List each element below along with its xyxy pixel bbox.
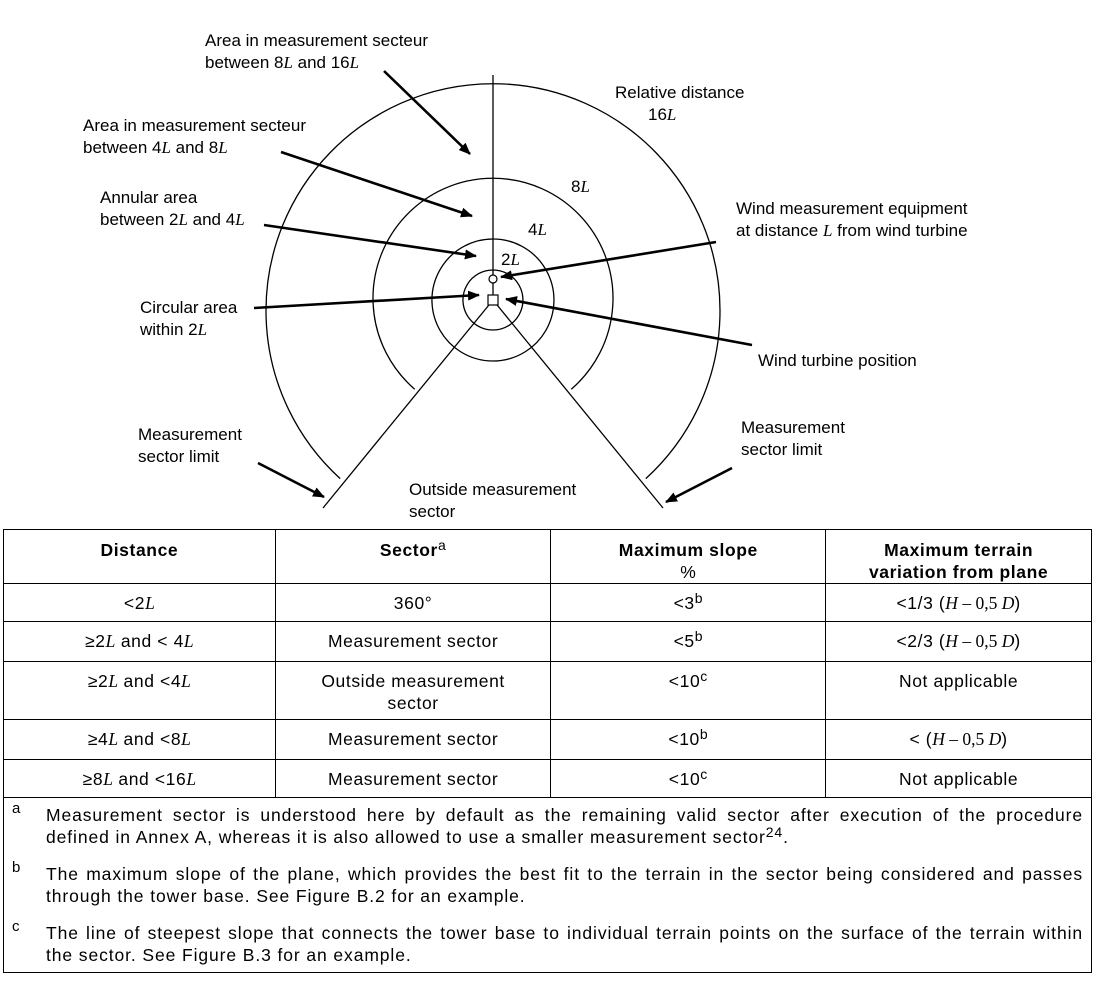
turbine-marker	[488, 295, 498, 305]
cell-sector: Measurement sector	[275, 622, 551, 662]
cell-distance: <2L	[4, 584, 276, 622]
label-ring-8L: 8L	[571, 177, 590, 196]
label-area-8-16-range: between 8L and 16L	[205, 53, 360, 72]
table-row	[4, 584, 1092, 622]
arrow-limit-left	[258, 463, 324, 497]
arrow-circular	[254, 295, 479, 308]
footnote-key: a	[12, 800, 22, 817]
label-area-4-8: Area in measurement secteur	[83, 116, 306, 135]
label-outside-sector-2: sector	[409, 502, 456, 521]
label-16L: 16L	[648, 105, 677, 124]
arrow-limit-right	[666, 468, 732, 502]
cell-slope: $<10^c$	[551, 662, 826, 720]
arrow-annular	[264, 225, 476, 256]
label-wind-equipment: Wind measurement equipment	[736, 199, 968, 218]
cell-distance: ≥2L and < 4L	[4, 622, 276, 662]
arrow-turbine	[506, 299, 752, 345]
cell-terrain: Not applicable	[826, 662, 1092, 720]
cell-slope: $<3^b$	[551, 584, 826, 622]
label-area-8-16: Area in measurement secteur	[205, 31, 428, 50]
cell-terrain: Not applicable	[826, 760, 1092, 798]
label-limit-left-2: sector limit	[138, 447, 220, 466]
arrow-area-8-16	[384, 71, 470, 154]
cell-sector: Measurement sector	[275, 720, 551, 760]
sector-limit-right	[493, 300, 663, 508]
label-circular-range: within 2L	[140, 320, 208, 339]
cell-distance: ≥4L and <8L	[4, 720, 276, 760]
header-sector: Sector$^a$	[275, 530, 551, 584]
cell-distance: ≥8L and <16L	[4, 760, 276, 798]
sector-limit-left	[323, 300, 493, 508]
label-wind-equipment-distance: at distance L from wind turbine	[736, 221, 968, 240]
footnote-c: c The line of steepest slope that connects the tower base to individual terrain points on the surface of the terrain within the sector. See Figure B.3 for an example.	[12, 918, 1083, 965]
table-row	[4, 662, 1092, 720]
header-distance: Distance	[4, 530, 276, 584]
cell-sector: 360°	[275, 584, 551, 622]
footnote-b: b The maximum slope of the plane, which provides the best fit to the terrain in the sector being considered and passes through the tower base. See Figure B.2 for an example.	[12, 859, 1083, 906]
label-limit-right-1: Measurement	[741, 418, 845, 437]
header-max-slope: Maximum slope %	[551, 530, 826, 584]
table-row	[4, 720, 1092, 760]
label-annular-range: between 2L and 4L	[100, 210, 245, 229]
label-circular: Circular area	[140, 298, 238, 317]
footnote-a: a Measurement sector is understood here by default as the remaining valid sector after execution of the procedure defined in Annex A, whereas it is also allowed to use a smaller measurement sector$^{24}$.	[12, 800, 1083, 847]
cell-slope: $<10^b$	[551, 720, 826, 760]
label-limit-right-2: sector limit	[741, 440, 823, 459]
measurement-equipment-marker	[489, 275, 497, 283]
cell-terrain: <1/3 (H – 0,5 D)	[826, 584, 1092, 622]
arrow-area-4-8	[281, 152, 472, 216]
cell-terrain: < (H – 0,5 D)	[826, 720, 1092, 760]
cell-terrain: <2/3 (H – 0,5 D)	[826, 622, 1092, 662]
label-limit-left-1: Measurement	[138, 425, 242, 444]
terrain-requirements-table	[3, 529, 1092, 973]
table-row	[4, 760, 1092, 798]
cell-sector: Measurement sector	[275, 760, 551, 798]
table-notes-row	[4, 798, 1092, 973]
table-row	[4, 622, 1092, 662]
cell-distance: ≥2L and <4L	[4, 662, 276, 720]
cell-slope: $<5^b$	[551, 622, 826, 662]
label-ring-4L: 4L	[528, 220, 547, 239]
cell-slope: $<10^c$	[551, 760, 826, 798]
cell-sector: Outside measurement sector	[275, 662, 551, 720]
footnote-key: b	[12, 859, 22, 876]
label-outside-sector-1: Outside measurement	[409, 480, 577, 499]
table-notes	[4, 798, 1092, 973]
header-max-terrain: Maximum terrain variation from plane	[826, 530, 1092, 584]
footnote-key: c	[12, 918, 21, 935]
arrow-wind-equipment	[501, 242, 716, 277]
label-area-4-8-range: between 4L and 8L	[83, 138, 228, 157]
label-ring-2L: 2L	[501, 250, 520, 269]
label-turbine-position: Wind turbine position	[758, 351, 917, 370]
label-relative-distance: Relative distance	[615, 83, 745, 102]
label-annular: Annular area	[100, 188, 198, 207]
